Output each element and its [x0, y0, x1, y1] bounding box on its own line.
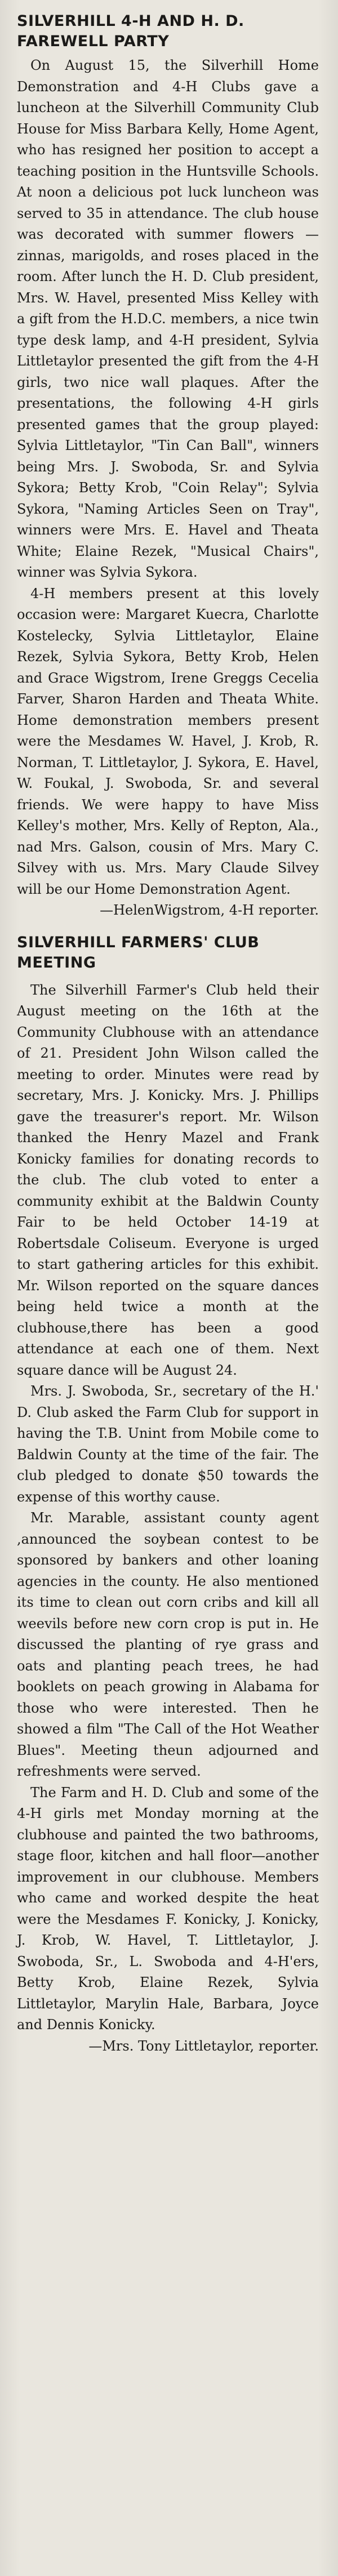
- article-farewell-party: [17, 11, 319, 921]
- article-paragraph: The Farm and H. D. Club and some of the 4-H girls met Monday morning at the clubhouse and painted the two bathrooms, stage floor, kitchen and hall floor—another improvement in our clubhouse. Members who came and worked despite the heat were the Mesdames F. Konicky, J. Konicky, J. Krob, W. Havel, T. Littletaylor, J. Swoboda, Sr., L. Swoboda and 4-H'ers, Betty Krob, Elaine Rezek, Sylvia Littletaylor, Marylin Hale, Barbara, Joyce and Dennis Konicky.: [17, 1784, 319, 2033]
- article-farmers-club: [17, 933, 319, 2057]
- headline-farewell-party: SILVERHILL 4-H AND H. D. FAREWELL PARTY: [17, 12, 244, 50]
- article-paragraph: On August 15, the Silverhill Home Demonstration and 4-H Clubs gave a luncheon at the Silverhill Community Club House for Miss Barbara Kelly, Home Agent, who has resigned her position to accept a teaching position in the Huntsville Schools. At noon a delicious pot luck luncheon was served to 35 in attendance. The club house was decorated with summer flowers — zinnas, marigolds, and roses placed in the room. After lunch the H. D. Club president, Mrs. W. Havel, presented Miss Kelley with a gift from the H.D.C. members, a nice twin type desk lamp, and 4-H president, Sylvia Littletaylor presented the gift from the 4-H girls, two nice wall plaques. After the presentations, the following 4-H girls presented games that the group played: Sylvia Littletaylor, "Tin Can Ball", winners being Mrs. J. Swoboda, Sr. and Sylvia Sykora; Betty Krob, "Coin Relay"; Sylvia Sykora, "Naming Articles Seen on Tray", winners were Mrs. E. Havel and Theata White; Elaine Rezek, "Musical Chairs", winner was Sylvia Sykora.: [17, 57, 319, 580]
- article-paragraph: 4-H members present at this lovely occasion were: Margaret Kuecra, Charlotte Kostelecky, Sylvia Littletaylor, Elaine Rezek, Sylvia Sykora, Betty Krob, Helen and Grace Wigstrom, Irene Greggs Cecelia Farver, Sharon Harden and Theata White. Home demonstration members present were the Mesdames W. Havel, J. Krob, R. Norman, T. Littletaylor, J. Sykora, E. Havel, W. Foukal, J. Swoboda, Sr. and several friends. We were happy to have Miss Kelley's mother, Mrs. Kelly of Repton, Ala., nad Mrs. Galson, cousin of Mrs. Mary C. Silvey with us. Mrs. Mary Claude Silvey will be our Home Demonstration Agent.: [17, 585, 319, 897]
- article-paragraph: Mrs. J. Swoboda, Sr., secretary of the H.' D. Club asked the Farm Club for support in having the T.B. Unint from Mobile come to Baldwin County at the time of the fair. The club pledged to donate $50 towards the expense of this worthy cause.: [17, 1383, 319, 1505]
- article-paragraph: Mr. Marable, assistant county agent ,announced the soybean contest to be sponsored by bankers and other loaning agencies in the county. He also mentioned its time to clean out corn cribs and kill all weevils before new corn crop is put in. He discussed the planting of rye grass and oats and planting peach trees, he had booklets on peach growing in Alabama for those who were interested. Then he showed a film "The Call of the Hot Weather Blues". Meeting theun adjourned and refreshments were served.: [17, 1510, 319, 1779]
- article-paragraph: The Silverhill Farmer's Club held their August meeting on the 16th at the Community Clubhouse with an attendance of 21. President John Wilson called the meeting to order. Minutes were read by secretary, Mrs. J. Konicky. Mrs. J. Phillips gave the treasurer's report. Mr. Wilson thanked the Henry Mazel and Frank Konicky families for donating records to the club. The club voted to enter a community exhibit at the Baldwin County Fair to be held October 14-19 at Robertsdale Coliseum. Everyone is urged to start gathering articles for this exhibit. Mr. Wilson reported on the square dances being held twice a month at the clubhouse,there has been a good attendance at each one of them. Next square dance will be August 24.: [17, 982, 319, 1378]
- byline-4h-reporter: —HelenWigstrom, 4-H reporter.: [100, 902, 319, 918]
- article-divider: [17, 921, 319, 927]
- byline-club-reporter: —Mrs. Tony Littletaylor, reporter.: [88, 2038, 319, 2054]
- headline-farmers-club: SILVERHILL FARMERS' CLUB MEETING: [17, 933, 260, 971]
